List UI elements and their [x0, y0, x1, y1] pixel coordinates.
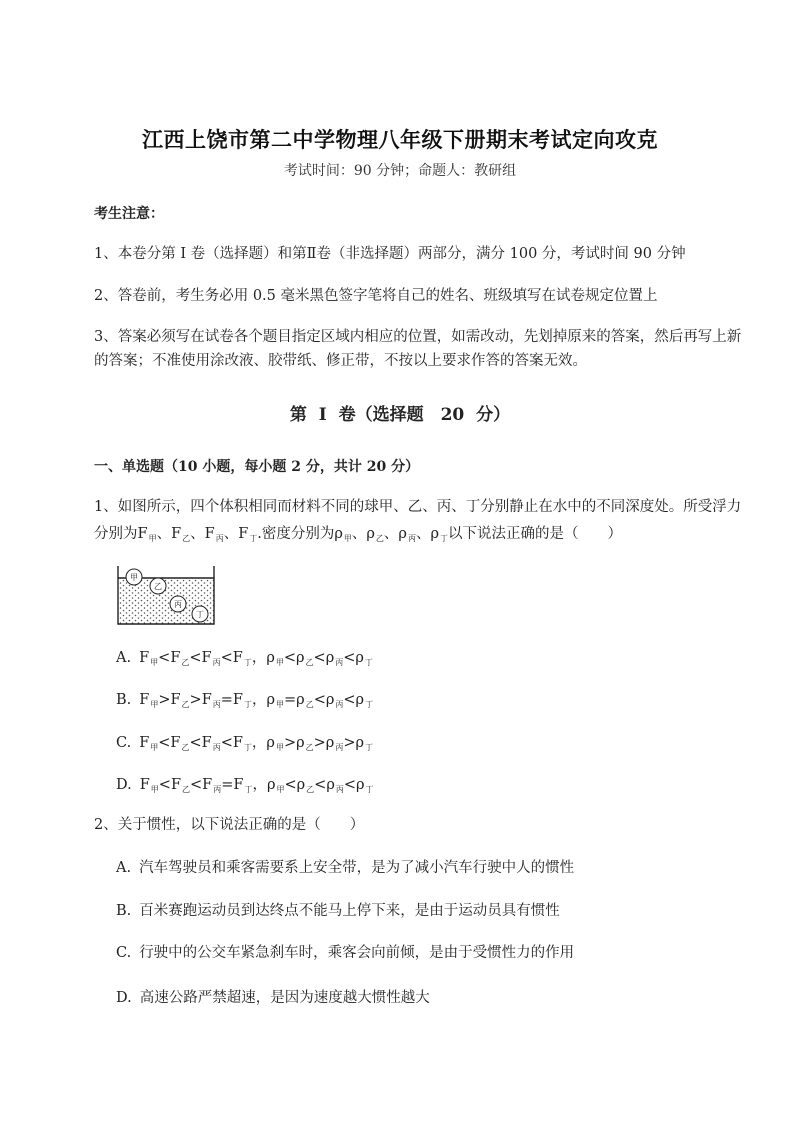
notice-heading: 考生注意： [94, 206, 164, 222]
q1-option-d[interactable]: D. $F_甲<F_乙<F_丙=F_丁$，$\rho_甲<\rho_乙<\rho_丙<\rho_丁$ [116, 777, 374, 794]
q1-option-b[interactable]: B. $F_甲>F_乙>F_丙=F_丁$，$\rho_甲=\rho_乙<\rho_丙<\rho_丁$ [116, 692, 374, 709]
q2-option-c[interactable]: C. 行驶中的公交车紧急刹车时，乘客会向前倾，是由于受惯性力的作用 [116, 945, 575, 961]
question-1-line-2: 分别为$F_甲$、$F_乙$、$F_丙$、$F_丁$.密度分别为$\rho_甲$、$\rho_乙$、$\rho_丙$、$\rho_丁$以下说法正确的是（ ） [94, 526, 622, 543]
q2-option-d[interactable]: D. 高速公路严禁超速，是因为速度越大惯性越大 [116, 990, 430, 1006]
container-figure [116, 564, 216, 626]
notice-item-3: 3、答案必须写在试卷各个题目指定区域内相应的位置，如需改动，先划掉原来的答案，然后再写上新的答案；不准使用涂改液、胶带纸、修正带，不按以上要求作答的答案无效。 [94, 329, 742, 369]
exam-subtitle: 考试时间：90 分钟；命题人：教研组 [283, 163, 517, 179]
q2-option-b[interactable]: B. 百米赛跑运动员到达终点不能马上停下来，是由于运动员具有惯性 [116, 903, 560, 919]
svg-text:甲: 甲 [130, 573, 138, 582]
ball-yi [150, 578, 166, 594]
section-title: 第 I 卷（选择题 20 分） [289, 405, 511, 425]
ball-ding [192, 606, 208, 622]
q1-option-c[interactable]: C. $F_甲<F_乙<F_丙<F_丁$，$\rho_甲>\rho_乙>\rho_丙>\rho_丁$ [116, 735, 373, 752]
notice-item-2: 2、答卷前，考生务必用 0.5 毫米黑色签字笔将自己的姓名、班级填写在试卷规定位置上 [94, 288, 658, 304]
question-2-stem: 2、关于惯性，以下说法正确的是（ ） [94, 817, 365, 833]
q1-option-a[interactable]: A. $F_甲<F_乙<F_丙<F_丁$，$\rho_甲<\rho_乙<\rho_丙<\rho_丁$ [116, 650, 373, 667]
part-heading: 一、单选题（10 小题，每小题 2 分，共计 20 分） [94, 459, 420, 475]
ball-bing [170, 596, 186, 612]
notice-item-1: 1、本卷分第 I 卷（选择题）和第Ⅱ卷（非选择题）两部分，满分 100 分，考试时间 90 分钟 [94, 246, 686, 262]
q2-option-a[interactable]: A. 汽车驾驶员和乘客需要系上安全带，是为了减小汽车行驶中人的惯性 [116, 860, 575, 876]
svg-text:丁: 丁 [196, 610, 204, 619]
svg-text:丙: 丙 [174, 600, 182, 609]
svg-text:乙: 乙 [154, 582, 162, 591]
ball-jia [126, 569, 142, 585]
exam-title: 江西上饶市第二中学物理八年级下册期末考试定向攻克 [142, 127, 658, 152]
question-1-line-1: 1、如图所示，四个体积相同而材料不同的球甲、乙、丙、丁分别静止在水中的不同深度处。所受浮力 [94, 499, 742, 515]
question-1-stem [94, 494, 758, 552]
